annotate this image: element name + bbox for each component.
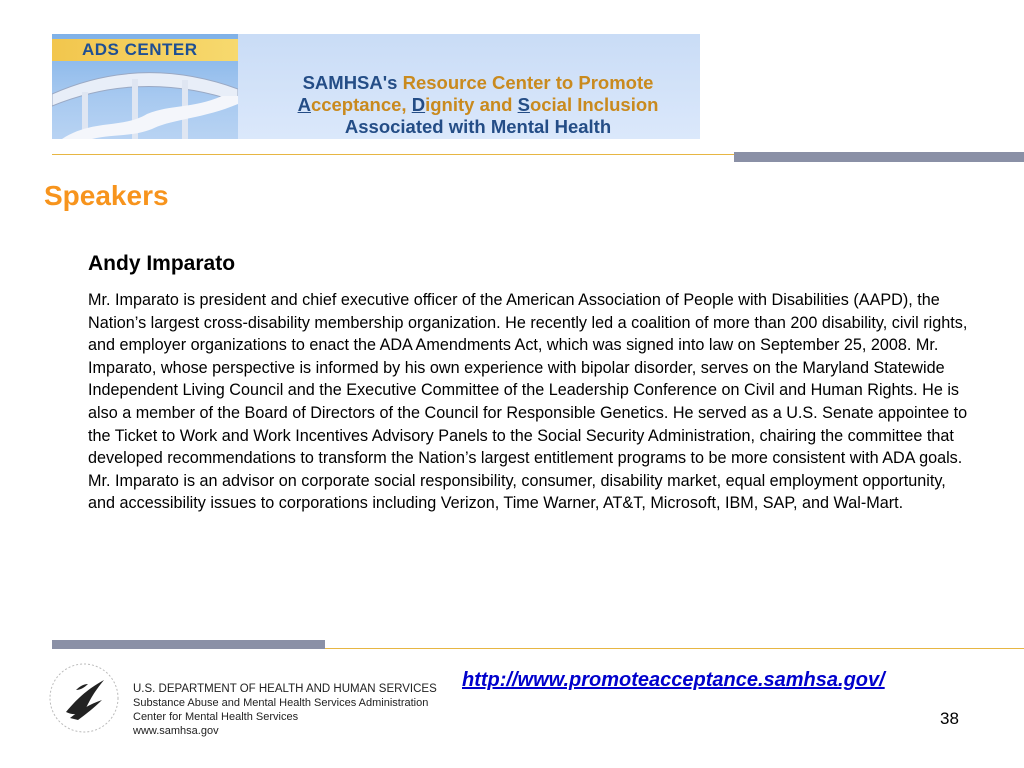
speaker-bio: Mr. Imparato is president and chief executive officer of the American Association of People with Disabilities (AAPD), the Nation’s largest cross-disability membership organization. He recently led a coalition of more than 200 disability, civil rights, and employer organizations to enact the ADA Amendments Act, which was signed into law on September 25, 2008. Mr. Imparato, whose perspective is informed by his own experience with bipolar disorder, serves on the Maryland Statewide Independent Living Council and the Executive Committee of the Leadership Conference on Civil and Human Rights. He is also a member of the Board of Directors of the Council for Responsible Genetics. He served as a U.S. Senate appointee to the Ticket to Work and Work Incentives Advisory Panels to the Social Security Administration, chairing the committee that developed recommendations to transform the Nation’s largest entitlement programs to be more consistent with ADA goals. Mr. Imparato is an advisor on corporate social responsibility, consumer, disability market, equal employment opportunity, and accessibility issues to corporations including Verizon, Time Warner, AT&T, Microsoft, IBM, SAP, and Wal-Mart.: [88, 291, 968, 513]
bottom-accent-bar: [52, 640, 325, 649]
speaker-name: Andy Imparato: [88, 252, 236, 275]
promote-acceptance-link[interactable]: http://www.promoteacceptance.samhsa.gov/: [462, 669, 885, 691]
page-number: 38: [940, 709, 959, 728]
top-accent-bar: [734, 152, 1024, 162]
hhs-cmhs: Center for Mental Health Services: [133, 711, 299, 723]
hhs-seal-logo: [46, 660, 122, 736]
slide-title: Speakers: [44, 180, 169, 211]
hhs-agency-text: [133, 682, 437, 738]
ads-center-badge: ADS CENTER: [52, 39, 238, 61]
top-divider-line: [52, 154, 734, 155]
header-banner: [52, 34, 700, 139]
hhs-samhsa: Substance Abuse and Mental Health Services Administration: [133, 697, 429, 709]
banner-title: SAMHSA's Resource Center to Promote Acceptance, Dignity and Social Inclusion Associated with Mental Health: [297, 72, 659, 137]
bottom-divider-line: [325, 648, 1024, 649]
hhs-department: U.S. DEPARTMENT OF HEALTH AND HUMAN SERVICES: [133, 683, 437, 695]
hhs-website: www.samhsa.gov: [133, 725, 219, 737]
bridge-illustration: [52, 34, 238, 139]
